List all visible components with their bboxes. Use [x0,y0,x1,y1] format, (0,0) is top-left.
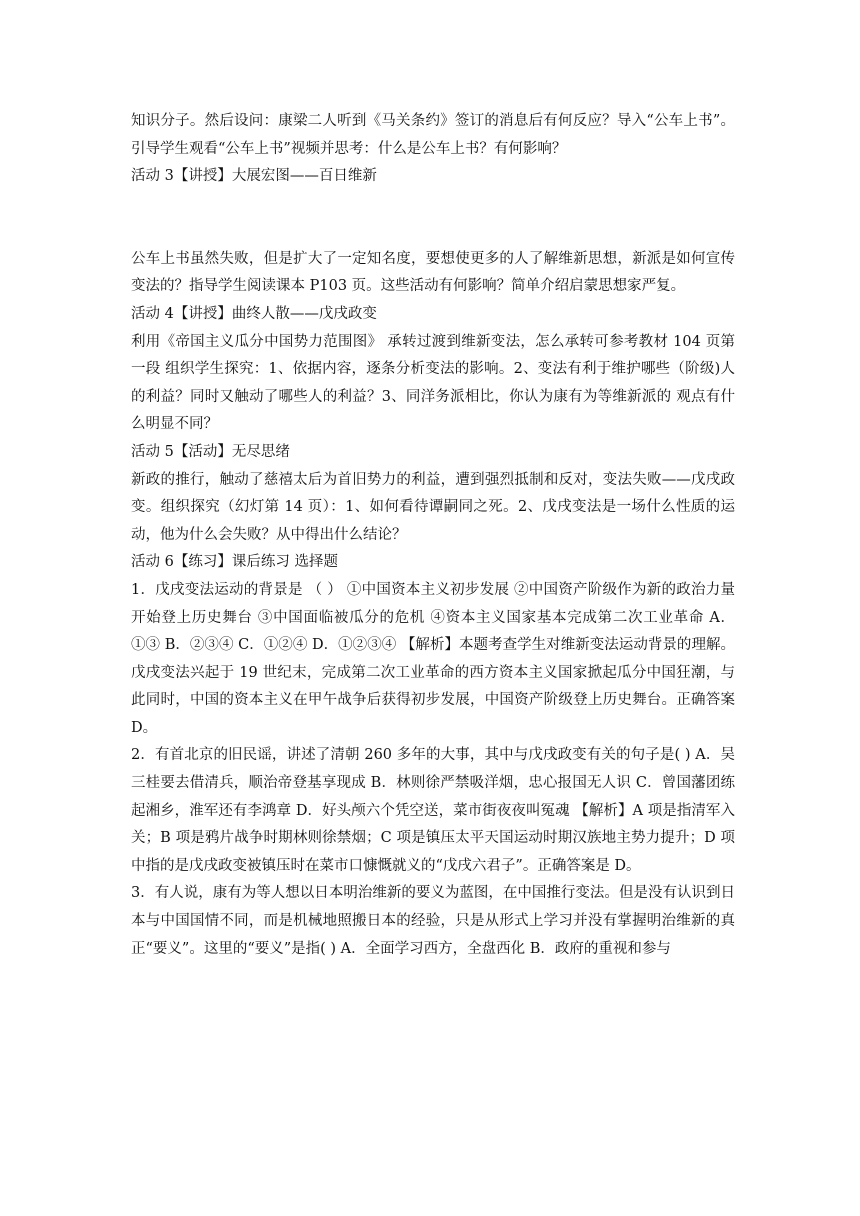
heading-activity-4: 活动 4【讲授】曲终人散——戊戌政变 [131,305,377,322]
paragraph-coup: 新政的推行，触动了慈禧太后为首旧势力的利益，遭到强烈抵制和反对，变法失败——戊戌政变。组织探究（幻灯第 14 页）：1、如何看待谭嗣同之死。2、戊戌变法是一场什么性质的运动，他为什么会失败？从中得出什么结论？ [131,471,735,543]
heading-activity-6: 活动 6【练习】课后练习 选择题 [131,554,338,571]
heading-activity-5: 活动 5【活动】无尽思绪 [131,443,290,460]
paragraph-reform-analysis: 利用《帝国主义瓜分中国势力范围图》 承转过渡到维新变法，怎么承转可参考教材 104 页第一段 组织学生探究：1、依据内容，逐条分析变法的影响。2、变法有利于维护哪些（阶级)人的利益？同时又触动了哪些人的利益？3、同洋务派相比，你认为康有为等维新派的 观点有什么明显不同？ [131,333,735,433]
document-body [131,108,735,963]
paragraph-publicity: 公车上书虽然失败，但是扩大了一定知名度，要想使更多的人了解维新思想，新派是如何宣传变法的？指导学生阅读课本 P103 页。这些活动有何影响？简单介绍启蒙思想家严复。 [131,250,735,295]
heading-activity-3: 活动 3【讲授】大展宏图——百日维新 [131,168,377,185]
blank-gap [131,191,735,246]
paragraph-intro: 知识分子。然后设问：康梁二人听到《马关条约》签订的消息后有何反应？导入“公车上书”。引导学生观看“公车上书”视频并思考：什么是公车上书？有何影响？ [131,113,735,157]
question-2: 2．有首北京的旧民谣，讲述了清朝 260 多年的大事，其中与戊戌政变有关的句子是( ) A．吴三桂要去借清兵，顺治帝登基享现成 B．林则徐严禁吸洋烟，忠心报国无人识 C．曾国藩团练起湘乡，淮军还有李鸿章 D．好头颅六个凭空送，菜市街夜夜叫冤魂 【解析】A 项是指清军入关；B 项是鸦片战争时期林则徐禁烟；C 项是镇压太平天国运动时期汉族地主势力提升；D 项中指的是戊戌政变被镇压时在菜市口慷慨就义的“戊戌六君子”。正确答案是 D。 [131,747,735,874]
question-3: 3．有人说，康有为等人想以日本明治维新的要义为蓝图，在中国推行变法。但是没有认识到日本与中国国情不同，而是机械地照搬日本的经验，只是从形式上学习并没有掌握明治维新的真正“要义”。这里的“要义”是指( ) A．全面学习西方，全盘西化 B．政府的重视和参与 [131,885,735,957]
question-1: 1．戊戌变法运动的背景是 （ ） ①中国资本主义初步发展 ②中国资产阶级作为新的政治力量开始登上历史舞台 ③中国面临被瓜分的危机 ④资本主义国家基本完成第二次工业革命 A．①③ B．②③④ C．①②④ D．①②③④ 【解析】本题考查学生对维新变法运动背景的理解。戊戌变法兴起于 19 世纪末，完成第二次工业革命的西方资本主义国家掀起瓜分中国狂潮，与此同时，中国的资本主义在甲午战争后获得初步发展，中国资产阶级登上历史舞台。正确答案 D。 [131,581,735,736]
